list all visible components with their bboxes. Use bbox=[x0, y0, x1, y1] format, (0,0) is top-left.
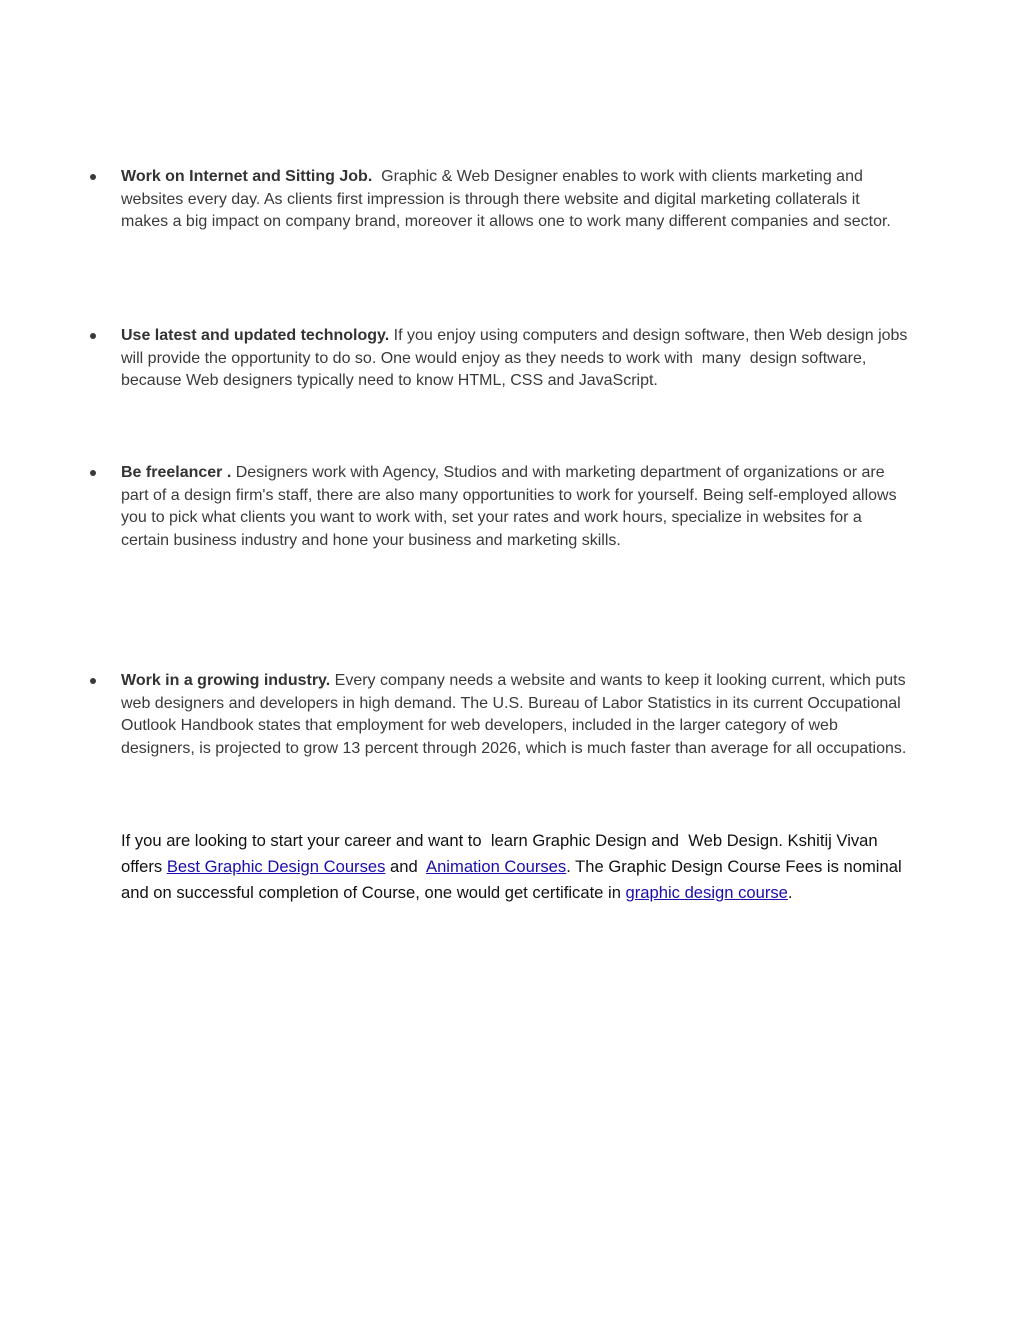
bullet-text: Graphic & Web Designer enables to work with clients marketing and websites every day. As clients first impression is through there website and digital marketing collaterals it makes a big impact on company brand, moreover it allows one to work many different companies and sector. bbox=[121, 168, 891, 231]
closing-text-2: and bbox=[385, 857, 427, 876]
bullet-text: Every company needs a website and wants to keep it looking current, which puts web designers and developers in high demand. The U.S. Bureau of Labor Statistics in its current Occupational Outlook Handbook states that employment for web developers, included in the larger category of web designers, is projected to grow 13 percent through 2026, which is much faster than average for all occupations. bbox=[121, 672, 911, 757]
animation-courses-link[interactable]: Animation Courses bbox=[426, 857, 567, 876]
bullet-lead: Work on Internet and Sitting Job. bbox=[121, 168, 373, 185]
bullet-icon bbox=[90, 678, 96, 684]
closing-text-3: . The Graphic Design Course Fees is nominal and on successful completion of Course, one would get certificate in bbox=[121, 857, 907, 902]
bullet-lead: Work in a growing industry. bbox=[121, 672, 331, 689]
bullet-item-freelancer bbox=[121, 462, 911, 552]
bullet-icon bbox=[90, 174, 96, 180]
bullet-item-internet-job bbox=[121, 166, 911, 234]
closing-paragraph bbox=[121, 828, 911, 906]
closing-text-4: . bbox=[787, 883, 793, 902]
bullet-text: If you enjoy using computers and design software, then Web design jobs will provide the opportunity to do so. One would enjoy as they needs to work with many design software, because Web designers typically need to know HTML, CSS and JavaScript. bbox=[121, 327, 912, 390]
bullet-text: Designers work with Agency, Studios and with marketing department of organizations or are part of a design firm's staff, there are also many opportunities to work for yourself. Being self-employed allows you to pick what clients you want to work with, set your rates and work hours, specialize in websites for a certain business industry and hone your business and marketing skills. bbox=[121, 464, 902, 549]
bullet-icon bbox=[90, 470, 96, 476]
bullet-icon bbox=[90, 333, 96, 339]
bullet-item-growing-industry bbox=[121, 670, 911, 760]
best-graphic-design-courses-link[interactable]: Best Graphic Design Courses bbox=[166, 857, 386, 876]
bullet-lead: Use latest and updated technology. bbox=[121, 327, 390, 344]
bullet-lead: Be freelancer . bbox=[121, 464, 232, 481]
closing-text-1: If you are looking to start your career and want to learn Graphic Design and Web Design. Kshitij Vivan offers bbox=[121, 831, 883, 876]
bullet-item-latest-technology bbox=[121, 325, 911, 393]
graphic-design-course-link[interactable]: graphic design course bbox=[625, 883, 788, 902]
